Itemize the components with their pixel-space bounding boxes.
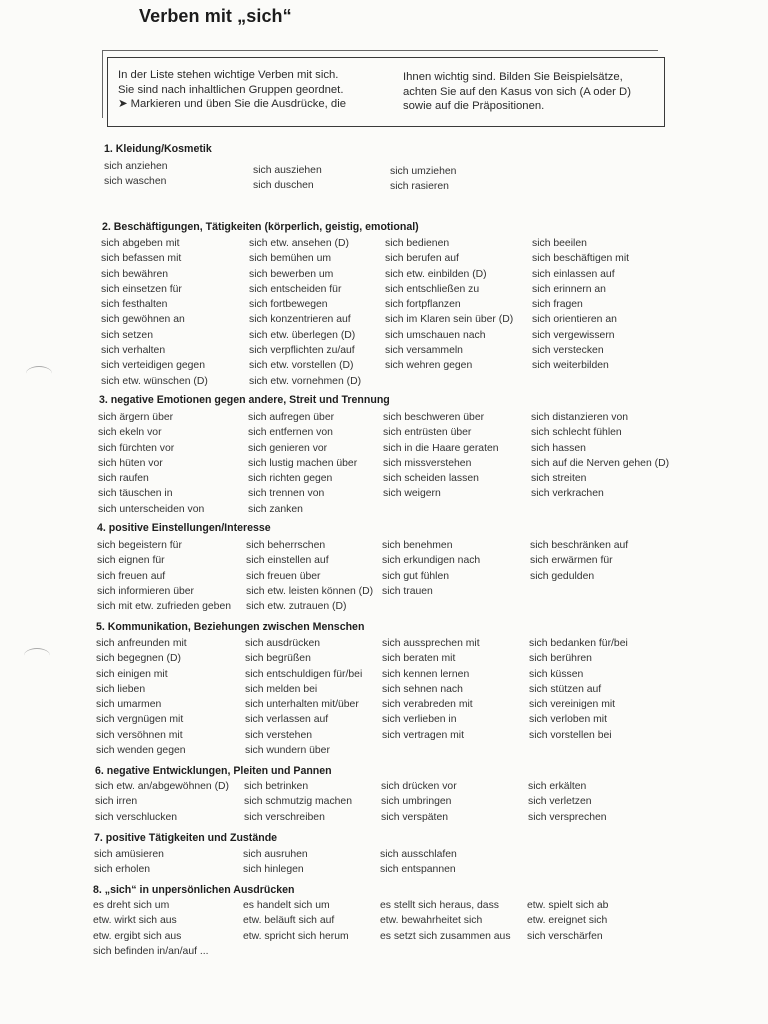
section-title: 1. Kleidung/Kosmetik — [104, 143, 212, 155]
intro-line: achten Sie auf den Kasus von sich (A oder D) — [403, 85, 631, 98]
verb-item: sich waschen — [104, 176, 167, 188]
verb-item: sich lieben — [96, 683, 146, 695]
intro-line: ➤ Markieren und üben Sie die Ausdrücke, die — [118, 98, 347, 110]
verb-item: sich umziehen — [390, 166, 457, 177]
verb-item: sich wundern über — [245, 745, 330, 757]
verb-column — [101, 236, 208, 389]
verb-column — [529, 636, 628, 743]
verb-item: sich einlassen auf — [532, 268, 615, 280]
verb-item: sich weigern — [383, 488, 441, 500]
verb-item: sich beschweren über — [383, 412, 485, 423]
verb-item: sich einsetzen für — [101, 283, 182, 295]
verb-item: sich begegnen (D) — [96, 653, 181, 665]
verb-item: sich beherrschen — [246, 540, 326, 551]
verb-item: sich verschreiben — [244, 811, 325, 823]
verb-item: sich verhalten — [101, 345, 166, 357]
verb-column — [381, 779, 457, 825]
verb-item: sich genieren vor — [248, 442, 328, 454]
verb-item: sich bewähren — [101, 268, 169, 280]
verb-item: sich drücken vor — [381, 781, 457, 792]
verb-item: etw. beläuft sich auf — [243, 915, 335, 927]
verb-item: sich entschließen zu — [385, 283, 480, 295]
verb-item: sich befassen mit — [101, 253, 182, 265]
verb-column — [96, 636, 187, 758]
verb-column — [380, 898, 511, 944]
verb-item: sich verschärfen — [527, 930, 603, 942]
verb-item: sich etw. wünschen (D) — [101, 375, 208, 387]
verb-item: sich richten gegen — [248, 473, 333, 485]
intro-box — [107, 57, 665, 127]
verb-item: etw. spricht sich herum — [243, 930, 349, 942]
verb-item: sich verlieben in — [382, 714, 457, 726]
verb-item: sich raufen — [98, 473, 149, 485]
verb-column — [253, 163, 322, 194]
verb-item: sich befinden in/an/auf ... — [93, 945, 209, 957]
verb-item: sich entscheiden für — [249, 283, 342, 295]
verb-item: sich unterscheiden von — [98, 503, 205, 515]
verb-column — [246, 538, 373, 614]
verb-item: etw. wirkt sich aus — [93, 915, 177, 927]
verb-item: sich verteidigen gegen — [101, 360, 205, 372]
verb-item: sich hüten vor — [98, 457, 163, 469]
verb-column — [93, 898, 209, 959]
verb-item: sich vorstellen bei — [529, 729, 612, 741]
verb-item: sich einigen mit — [96, 668, 168, 680]
verb-item: sich erholen — [94, 864, 151, 876]
section-title: 6. negative Entwicklungen, Pleiten und Pannen — [95, 765, 332, 777]
verb-item: sich küssen — [529, 668, 584, 680]
verb-item: sich etw. ansehen (D) — [249, 238, 349, 249]
verb-item: sich versöhnen mit — [96, 729, 183, 741]
verb-column — [243, 898, 349, 944]
verb-item: sich wenden gegen — [96, 745, 186, 757]
verb-item: sich melden bei — [245, 683, 318, 695]
verb-item: sich täuschen in — [98, 488, 173, 500]
verb-item: sich vertragen mit — [382, 729, 464, 741]
verb-item: sich bemühen um — [249, 253, 332, 265]
verb-item: sich berufen auf — [385, 253, 459, 265]
verb-item: sich ausziehen — [253, 165, 322, 176]
verb-column — [94, 847, 164, 878]
verb-item: sich etw. vorstellen (D) — [249, 360, 354, 372]
verb-item: sich vereinigen mit — [529, 699, 616, 711]
verb-item: sich distanzieren von — [531, 412, 629, 423]
section-title: 4. positive Einstellungen/Interesse — [97, 522, 271, 534]
verb-column — [243, 847, 308, 878]
verb-item: sich fragen — [532, 299, 583, 311]
intro-line: In der Liste stehen wichtige Verben mit sich. — [118, 69, 339, 81]
verb-column — [245, 636, 362, 758]
verb-item: sich in die Haare geraten — [383, 442, 499, 454]
verb-column — [95, 779, 229, 825]
section-title: 2. Beschäftigungen, Tätigkeiten (körperlich, geistig, emotional) — [102, 221, 419, 233]
verb-item: sich gut fühlen — [382, 570, 450, 582]
verb-column — [97, 538, 231, 614]
verb-column — [390, 164, 456, 195]
verb-item: es dreht sich um — [93, 900, 170, 911]
verb-item: sich bedanken für/bei — [529, 638, 628, 649]
verb-item: sich wehren gegen — [385, 360, 473, 372]
verb-item: sich rasieren — [390, 181, 449, 193]
verb-column — [530, 538, 628, 584]
verb-item: sich versammeln — [385, 345, 463, 357]
verb-item: sich beraten mit — [382, 653, 456, 665]
verb-item: sich entspannen — [380, 864, 456, 876]
verb-item: sich mit etw. zufrieden geben — [97, 601, 231, 613]
verb-item: sich anziehen — [104, 161, 168, 172]
verb-item: es stellt sich heraus, dass — [380, 900, 499, 911]
verb-item: sich trennen von — [248, 488, 325, 500]
verb-column — [104, 159, 168, 190]
verb-item: sich ekeln vor — [98, 427, 162, 439]
verb-item: sich duschen — [253, 180, 314, 192]
verb-column — [244, 779, 352, 825]
verb-item: sich beschäftigen mit — [532, 253, 630, 265]
verb-item: sich versprechen — [528, 811, 607, 823]
verb-item: sich eignen für — [97, 555, 165, 567]
verb-item: sich schlecht fühlen — [531, 427, 622, 439]
verb-column — [248, 410, 357, 517]
verb-item: sich beschränken auf — [530, 540, 629, 551]
page-title: Verben mit „sich“ — [139, 6, 292, 26]
verb-item: sich verstecken — [532, 345, 604, 357]
verb-item: sich hassen — [531, 442, 586, 454]
verb-item: sich stützen auf — [529, 683, 602, 695]
verb-item: sich verstehen — [245, 729, 312, 741]
verb-item: sich missverstehen — [383, 457, 472, 469]
verb-column — [382, 538, 480, 599]
verb-item: sich amüsieren — [94, 849, 164, 860]
verb-item: sich aufregen über — [248, 412, 335, 423]
verb-item: sich scheiden lassen — [383, 473, 479, 485]
verb-item: sich setzen — [101, 329, 153, 341]
section-title: 3. negative Emotionen gegen andere, Streit und Trennung — [99, 394, 390, 406]
verb-item: sich berühren — [529, 653, 592, 665]
verb-item: sich erwärmen für — [530, 555, 613, 567]
verb-item: sich kennen lernen — [382, 668, 470, 680]
verb-item: sich benehmen — [382, 540, 453, 551]
verb-item: etw. bewahrheitet sich — [380, 915, 483, 927]
verb-item: sich weiterbilden — [532, 360, 609, 372]
verb-column — [531, 410, 669, 502]
verb-item: sich gedulden — [530, 570, 595, 582]
verb-item: sich begeistern für — [97, 540, 182, 551]
verb-item: sich etw. überlegen (D) — [249, 329, 356, 341]
verb-item: sich entfernen von — [248, 427, 333, 439]
verb-item: etw. ergibt sich aus — [93, 930, 182, 942]
verb-item: sich informieren über — [97, 585, 195, 597]
verb-item: sich umschauen nach — [385, 329, 486, 341]
verb-item: sich trauen — [382, 585, 433, 597]
intro-left-text — [118, 68, 388, 112]
verb-item: sich freuen über — [246, 570, 321, 582]
verb-item: sich lustig machen über — [248, 457, 358, 469]
verb-item: sich etw. vornehmen (D) — [249, 375, 362, 387]
verb-item: sich bedienen — [385, 238, 450, 249]
verb-item: sich festhalten — [101, 299, 168, 311]
verb-column — [527, 898, 608, 944]
verb-item: sich umbringen — [381, 796, 452, 808]
verb-item: sich gewöhnen an — [101, 314, 185, 326]
verb-item: sich entschuldigen für/bei — [245, 668, 363, 680]
verb-item: sich im Klaren sein über (D) — [385, 314, 514, 326]
verb-column — [382, 636, 480, 743]
verb-item: sich verloben mit — [529, 714, 607, 726]
verb-item: sich konzentrieren auf — [249, 314, 351, 326]
verb-item: sich unterhalten mit/über — [245, 699, 359, 711]
intro-line: Ihnen wichtig sind. Bilden Sie Beispielsätze, — [403, 71, 623, 83]
verb-item: sich fortpflanzen — [385, 299, 461, 311]
verb-item: es setzt sich zusammen aus — [380, 930, 511, 942]
verb-item: sich begrüßen — [245, 653, 311, 665]
verb-item: sich schmutzig machen — [244, 796, 352, 808]
verb-column — [98, 410, 204, 517]
verb-item: sich verletzen — [528, 796, 592, 808]
verb-item: sich einstellen auf — [246, 555, 329, 567]
verb-item: sich verlassen auf — [245, 714, 329, 726]
verb-item: sich ärgern über — [98, 412, 174, 423]
margin-pencil-mark — [24, 648, 50, 663]
section-title: 8. „sich“ in unpersönlichen Ausdrücken — [93, 884, 295, 896]
verb-item: sich ausschlafen — [380, 849, 457, 860]
verb-item: sich streiten — [531, 473, 587, 485]
section-title: 7. positive Tätigkeiten und Zustände — [94, 832, 278, 844]
verb-item: sich vergnügen mit — [96, 714, 184, 726]
verb-item: sich beeilen — [532, 238, 587, 249]
margin-pencil-mark — [26, 366, 52, 381]
verb-item: sich erkälten — [528, 781, 587, 792]
verb-item: sich betrinken — [244, 781, 309, 792]
verb-column — [532, 236, 629, 374]
verb-item: sich zanken — [248, 503, 303, 515]
verb-item: sich etw. zutrauen (D) — [246, 601, 347, 613]
verb-item: es handelt sich um — [243, 900, 330, 911]
verb-item: sich hinlegen — [243, 864, 304, 876]
verb-item: sich verkrachen — [531, 488, 604, 500]
verb-item: sich orientieren an — [532, 314, 617, 326]
verb-column — [383, 410, 499, 502]
verb-item: sich verspäten — [381, 811, 448, 823]
verb-item: sich erkundigen nach — [382, 555, 481, 567]
verb-item: sich anfreunden mit — [96, 638, 187, 649]
verb-item: sich ausruhen — [243, 849, 308, 860]
verb-item: sich entrüsten über — [383, 427, 472, 439]
intro-line: sowie auf die Präpositionen. — [403, 100, 545, 112]
verb-item: sich umarmen — [96, 699, 162, 711]
verb-item: sich abgeben mit — [101, 238, 180, 249]
verb-item: sich freuen auf — [97, 570, 166, 582]
verb-item: sich irren — [95, 796, 138, 808]
verb-item: sich ausdrücken — [245, 638, 321, 649]
verb-column — [380, 847, 457, 878]
verb-item: sich verschlucken — [95, 811, 178, 823]
verb-item: sich verpflichten zu/auf — [249, 345, 355, 357]
verb-item: etw. ereignet sich — [527, 915, 608, 927]
verb-item: sich bewerben um — [249, 268, 334, 280]
verb-item: sich etw. an/abgewöhnen (D) — [95, 781, 230, 792]
intro-line: Sie sind nach inhaltlichen Gruppen geordnet. — [118, 83, 344, 96]
verb-item: sich etw. einbilden (D) — [385, 268, 487, 280]
verb-item: sich erinnern an — [532, 283, 606, 295]
verb-column — [249, 236, 361, 389]
verb-item: sich etw. leisten können (D) — [246, 585, 374, 597]
intro-right-text — [403, 70, 658, 114]
section-title: 5. Kommunikation, Beziehungen zwischen Menschen — [96, 621, 365, 633]
verb-column — [528, 779, 607, 825]
verb-item: sich auf die Nerven gehen (D) — [531, 457, 670, 469]
verb-column — [385, 236, 513, 374]
verb-item: sich sehnen nach — [382, 683, 463, 695]
verb-item: sich fürchten vor — [98, 442, 175, 454]
verb-item: sich vergewissern — [532, 329, 615, 341]
verb-item: sich fortbewegen — [249, 299, 328, 311]
verb-item: sich verabreden mit — [382, 699, 473, 711]
verb-item: etw. spielt sich ab — [527, 900, 609, 911]
verb-item: sich aussprechen mit — [382, 638, 480, 649]
